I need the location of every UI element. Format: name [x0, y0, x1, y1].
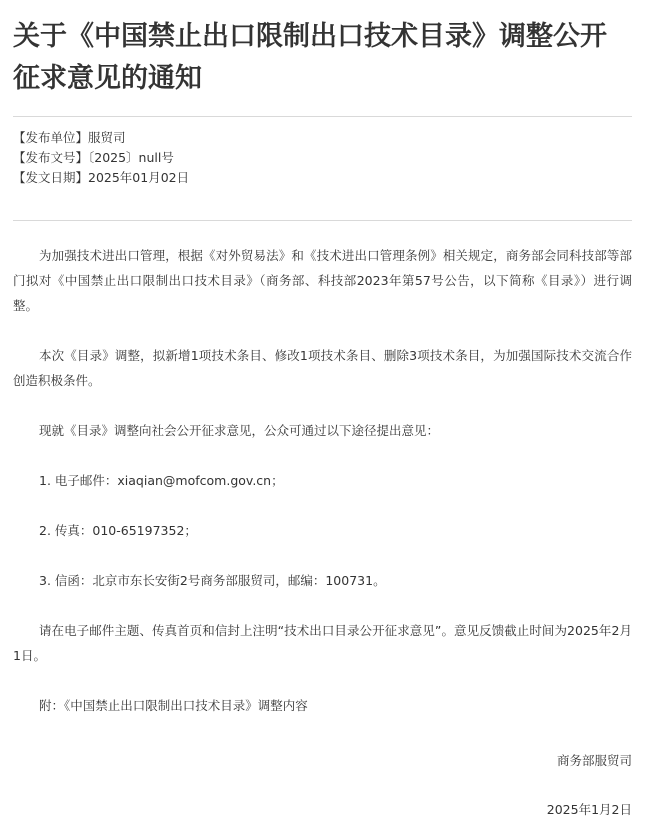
- paragraph-deadline: 请在电子邮件主题、传真首页和信封上注明“技术出口目录公开征求意见”。意见反馈截止时间为2025年2月1日。: [13, 623, 632, 663]
- signature-org: 商务部服贸司: [556, 753, 632, 768]
- meta-divider: [13, 220, 632, 221]
- paragraph-invitation: 现就《目录》调整向社会公开征求意见，公众可通过以下途径提出意见：: [39, 423, 440, 438]
- meta-issuer: 【发布单位】服贸司: [13, 130, 126, 145]
- signature-date: 2025年1月2日: [546, 802, 632, 817]
- contact-email: 1. 电子邮件：xiaqian@mofcom.gov.cn；: [39, 473, 284, 488]
- title-divider: [13, 116, 632, 117]
- attachment-note: 附：《中国禁止出口限制出口技术目录》调整内容: [39, 698, 308, 713]
- contact-fax: 2. 传真：010-65197352；: [39, 523, 197, 538]
- meta-issue-date: 【发文日期】2025年01月02日: [13, 170, 190, 185]
- notice-meta: [13, 128, 632, 188]
- paragraph-changes: 本次《目录》调整，拟新增1项技术条目、修改1项技术条目、删除3项技术条目，为加强国际技术交流合作创造积极条件。: [13, 348, 632, 388]
- meta-doc-number: 【发布文号】〔2025〕null号: [13, 150, 174, 165]
- paragraph-background: 为加强技术进出口管理，根据《对外贸易法》和《技术进出口管理条例》相关规定，商务部会同科技部等部门拟对《中国禁止出口限制出口技术目录》（商务部、科技部2023年第57号公告，以下简称《目录》）进行调整。: [13, 248, 632, 313]
- page-title: 关于《中国禁止出口限制出口技术目录》调整公开征求意见的通知: [13, 21, 607, 94]
- notice-body: [13, 243, 632, 718]
- contact-mail: 3. 信函：北京市东长安街2号商务部服贸司，邮编：100731。: [39, 573, 386, 588]
